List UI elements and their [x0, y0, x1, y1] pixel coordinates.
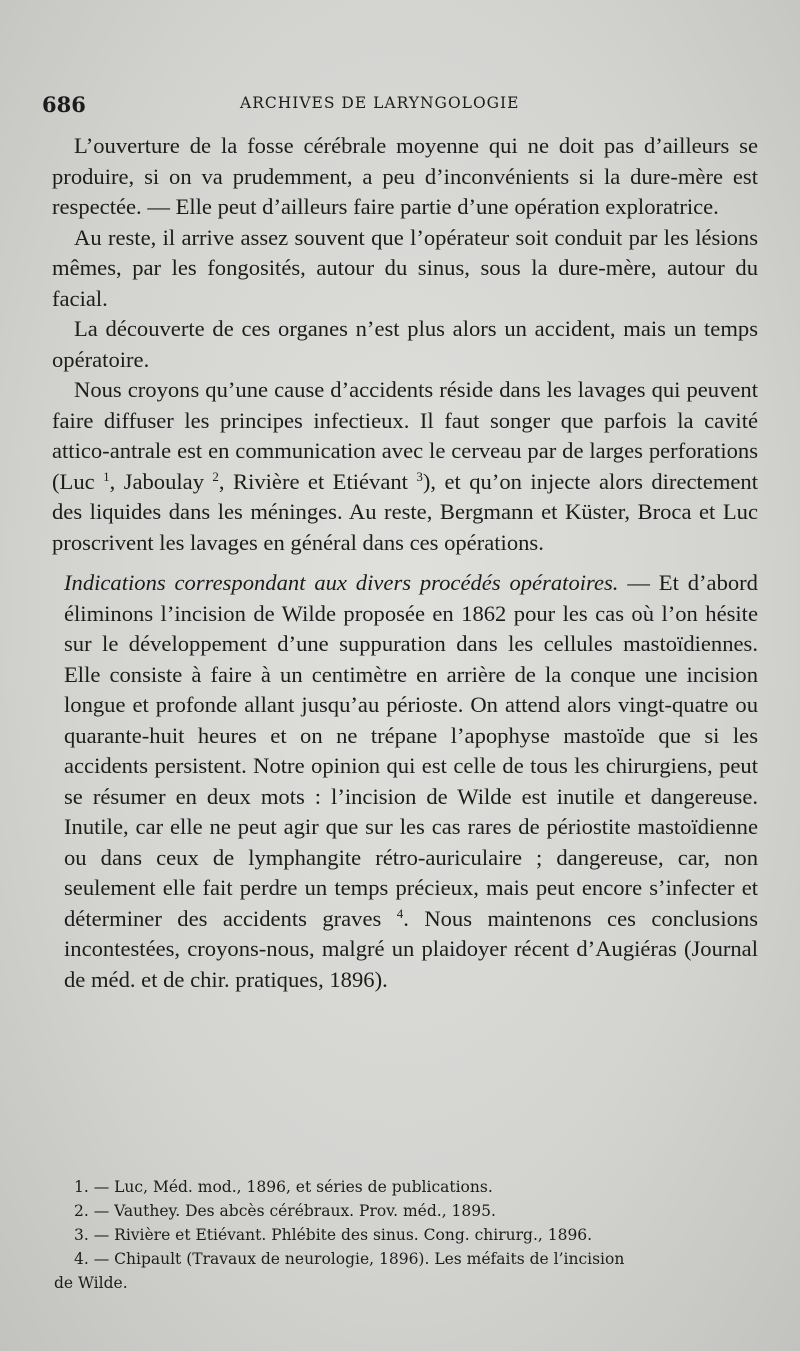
footnotes: [54, 1175, 774, 1295]
paragraph-5-text-b: . Nous maintenons ces conclusions incontestées, croyons-nous, malgré un plaidoyer récent d’Augiéras (Journal de méd. et de chir. pratiques, 1896).: [64, 905, 759, 992]
section-title: Indications correspondant aux divers procédés opératoires.: [64, 570, 619, 595]
footnote-ref-3: 3: [416, 468, 423, 484]
footnote-4-continuation: de Wilde.: [54, 1274, 128, 1292]
page-header: [42, 92, 762, 120]
footnote-ref-2: 2: [212, 468, 219, 484]
running-title: ARCHIVES DE LARYNGOLOGIE: [240, 94, 520, 112]
paragraph-4-text-a: Nous croyons qu’une cause d’accidents réside dans les lavages qui peuvent faire diffuser les principes infectieux. Il faut songer que parfois la cavité attico-antrale est en communication avec le cerveau par de larges perforations (Luc: [52, 377, 758, 494]
paragraph-4-text-b: , Jaboulay: [109, 468, 213, 494]
paragraph-3: La découverte de ces organes n’est plus alors un accident, mais un temps opératoire.: [52, 316, 758, 372]
paragraph-5-text-a: Et d’abord éliminons l’incision de Wilde proposée en 1862 pour les cas où l’on hésite sur le développement d’une suppuration dans les cellules mastoïdiennes. Elle consiste à faire à un centimètre en arrière de la conque une incision longue et profonde allant jusqu’au périoste. On attend alors vingt-quatre ou quarante-huit heures et on ne trépane l’apophyse mastoïde que si les accidents persistent. Notre opinion qui est celle de tous les chirurgiens, peut se résumer en deux mots : l’incision de Wilde est inutile et dangereuse. Inutile, car elle ne peut agir que sur les cas rares de périostite mastoïdienne ou dans ceux de lymphangite rétro-auriculaire ; dangereuse, car, non seulement elle fait perdre un temps précieux, mais peut encore s’infecter et déterminer des accidents graves: [64, 570, 758, 931]
body-text: [52, 131, 758, 995]
footnote-ref-1: 1: [103, 468, 110, 484]
page-number: 686: [42, 92, 86, 117]
paragraph-4-text-c: , Rivière et Etiévant: [218, 468, 417, 494]
paragraph-4-text-d: ), et qu’on injecte alors directement des liquides dans les méninges. Au reste, Bergmann et Küster, Broca et Luc proscrivent les lavages en général dans ces opérations.: [52, 468, 758, 555]
footnote-4: 4. — Chipault (Travaux de neurologie, 1896). Les méfaits de l’incision: [74, 1250, 625, 1268]
footnote-ref-4: 4: [396, 905, 404, 921]
footnote-3: 3. — Rivière et Etiévant. Phlébite des sinus. Cong. chirurg., 1896.: [74, 1226, 593, 1244]
section-dash: —: [618, 570, 650, 595]
footnote-1: 1. — Luc, Méd. mod., 1896, et séries de publications.: [74, 1178, 493, 1196]
section-paragraph: [52, 568, 758, 995]
paragraph-1: L’ouverture de la fosse cérébrale moyenne qui ne doit pas d’ailleurs se produire, si on va prudemment, a peu d’inconvénients si la dure-mère est respectée. — Elle peut d’ailleurs faire partie d’une opération exploratrice.: [52, 133, 758, 219]
paragraph-2: Au reste, il arrive assez souvent que l’opérateur soit conduit par les lésions mêmes, par les fongosités, autour du sinus, sous la dure-mère, autour du facial.: [52, 224, 758, 311]
footnote-2: 2. — Vauthey. Des abcès cérébraux. Prov. méd., 1895.: [74, 1202, 496, 1220]
paragraph-4: [52, 375, 758, 558]
